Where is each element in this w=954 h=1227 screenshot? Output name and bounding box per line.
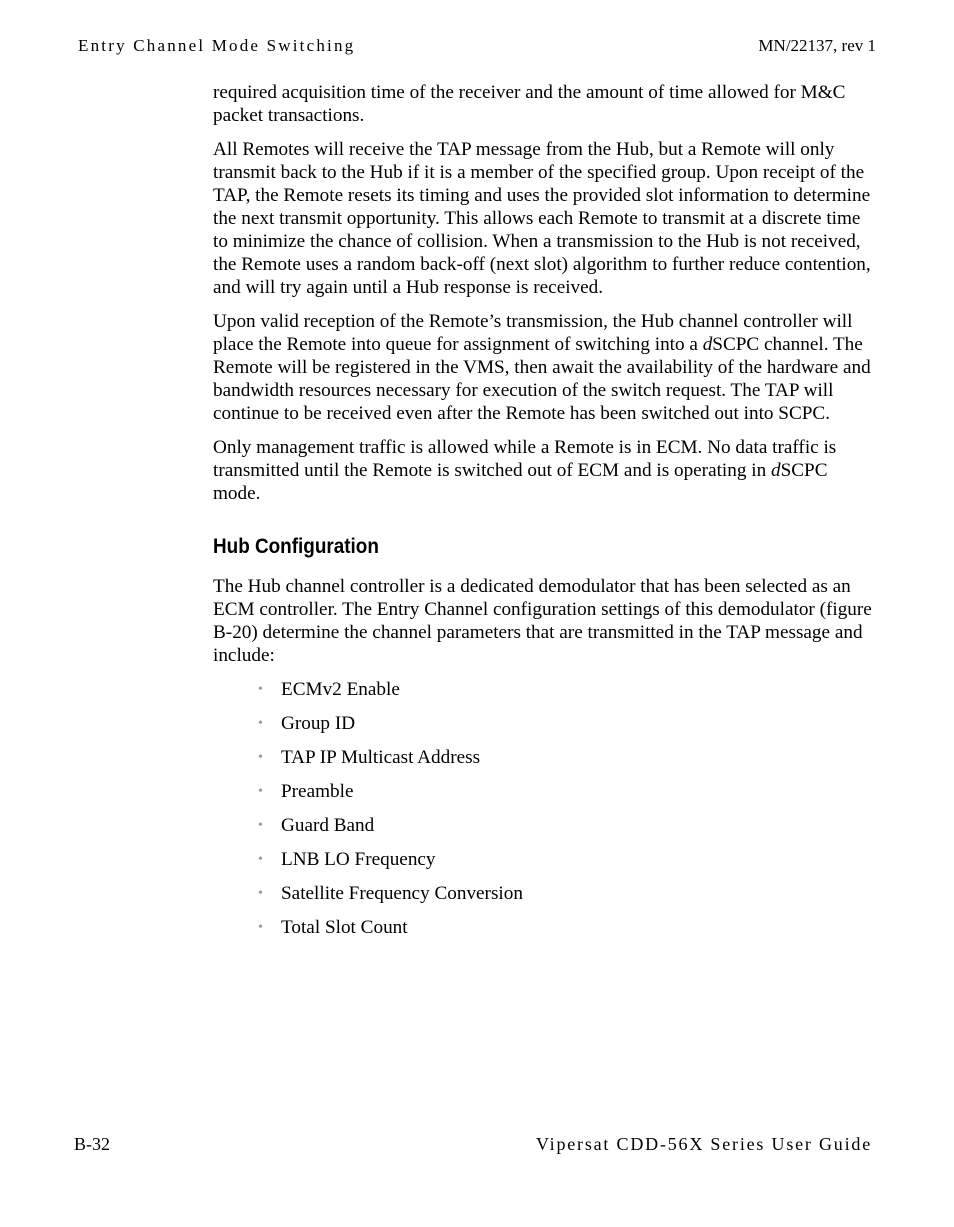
paragraph-3-italic: d [702, 334, 713, 355]
running-header-section: Entry Channel Mode Switching [78, 36, 356, 55]
list-item [258, 814, 878, 837]
paragraph-4-italic: d [770, 460, 781, 481]
section-heading: Hub Configuration [213, 535, 379, 558]
paragraph-3-text-a: Upon valid reception of the Remote’s transmission, the Hub channel controller will place the Remote into queue for assignment of switching into a [213, 311, 853, 355]
list-item-label: ECMv2 Enable [281, 679, 400, 700]
list-item [258, 712, 878, 735]
paragraph-3-text-b: SCPC channel. The Remote will be registered in the VMS, then await the availability of the hardware and bandwidth resources necessary for execution of the switch request. The TAP will continue to be received even after the Remote has been switched out into SCPC. [213, 334, 871, 424]
list-item-label: Total Slot Count [281, 917, 408, 938]
page-content [213, 81, 878, 950]
list-item-label: TAP IP Multicast Address [281, 747, 481, 768]
paragraph-3 [213, 310, 878, 425]
list-item [258, 780, 878, 803]
bullet-icon: • [258, 818, 263, 833]
paragraph-5: The Hub channel controller is a dedicated demodulator that has been selected as an ECM controller. The Entry Channel configuration settings of this demodulator (figure B-20) determine the channel parameters that are transmitted in the TAP message and include: [213, 576, 872, 666]
paragraph-4 [213, 436, 878, 505]
list-item [258, 678, 878, 701]
list-item [258, 848, 878, 871]
bullet-icon: • [258, 682, 263, 697]
parameter-list [213, 678, 878, 939]
list-item [258, 916, 878, 939]
list-item-label: Preamble [281, 781, 354, 802]
bullet-icon: • [258, 716, 263, 731]
bullet-icon: • [258, 750, 263, 765]
bullet-icon: • [258, 852, 263, 867]
list-item-label: Guard Band [281, 815, 375, 836]
list-item-label: LNB LO Frequency [281, 849, 436, 870]
bullet-icon: • [258, 886, 263, 901]
list-item-label: Satellite Frequency Conversion [281, 883, 523, 904]
paragraph-4-text-a: Only management traffic is allowed while a Remote is in ECM. No data traffic is transmitted until the Remote is switched out of ECM and is operating in [213, 437, 837, 481]
running-footer-guide-title: Vipersat CDD-56X Series User Guide [535, 1134, 872, 1154]
paragraph-1: required acquisition time of the receiver and the amount of time allowed for M&C packet transactions. [213, 82, 846, 126]
list-item [258, 746, 878, 769]
bullet-icon: • [258, 784, 263, 799]
bullet-icon: • [258, 920, 263, 935]
list-item [258, 882, 878, 905]
list-item-label: Group ID [281, 713, 356, 734]
running-header-doc-number: MN/22137, rev 1 [758, 36, 876, 55]
paragraph-2: All Remotes will receive the TAP message from the Hub, but a Remote will only transmit back to the Hub if it is a member of the specified group. Upon receipt of the TAP, the Remote resets its timing and uses the provided slot information to determine the next transmit opportunity. This allows each Remote to transmit at a discrete time to minimize the chance of collision. When a transmission to the Hub is not received, the Remote uses a random back-off (next slot) algorithm to further reduce contention, and will try again until a Hub response is received. [213, 139, 871, 298]
paragraph-4-text-b: SCPC mode. [213, 460, 828, 504]
page-number: B-32 [74, 1134, 110, 1154]
